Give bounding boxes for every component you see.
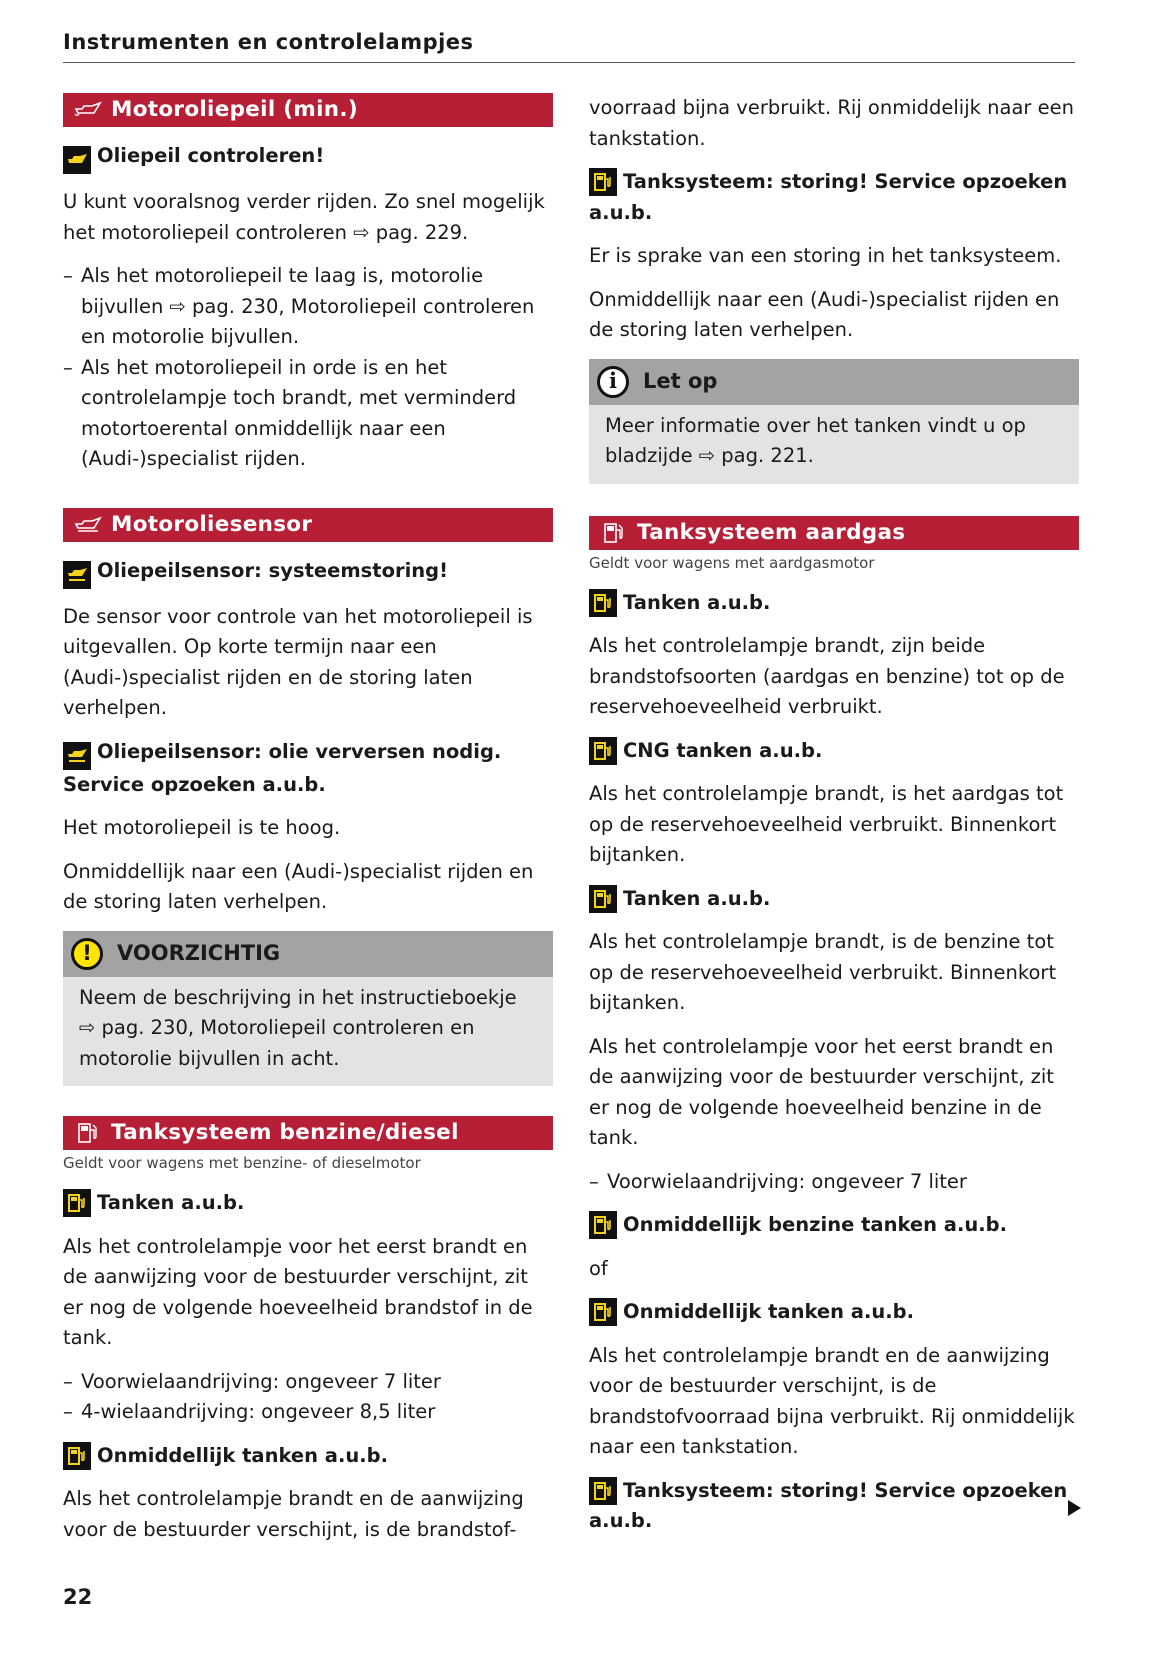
header-rule [63,62,1075,63]
section-motoroliesensor [63,508,553,542]
list [63,1367,553,1428]
list [589,1167,1079,1198]
caution-header [63,931,553,977]
info-icon: i [597,366,629,398]
paragraph: U kunt vooralsnog verder rijden. Zo snel mogelijk het motoroliepeil controleren ⇨ pag. 229. [63,190,545,244]
list-item: – Als het motoroliepeil in orde is en het controlelampje toch brandt, met verminderd motortoerental onmiddellijk naar een (Audi-)specialist rijden. [63,353,553,475]
section-tanksysteem-benzine [63,1116,553,1150]
message-tank-fault: Tanksysteem: storing! Service opzoeken a.u.b. [589,1478,1068,1532]
paragraph: Als het controlelampje voor het eerst brandt en de aanwijzing voor de bestuurder verschijnt, zit er nog de volgende hoeveelheid brandstof in de tank. [63,1234,533,1349]
paragraph: Als het controlelampje voor het eerst brandt en de aanwijzing voor de bestuurder verschijnt, zit er nog de volgende hoeveelheid benzine in de tank. [589,1034,1054,1149]
list-item: – Voorwielaandrijving: ongeveer 7 liter [63,1367,553,1398]
list-item: – Als het motoroliepeil te laag is, motorolie bijvullen ⇨ pag. 230, Motoroliepeil controleren en motorolie bijvullen. [63,261,553,353]
paragraph: voorraad bijna verbruikt. Rij onmiddelijk naar een tankstation. [589,96,1074,150]
section-subtitle: Geldt voor wagens met benzine- of dieselmotor [63,1154,421,1172]
fuel-lamp-icon [63,1189,91,1217]
message-oil-change: Oliepeilsensor: olie verversen nodig. Service opzoeken a.u.b. [63,739,502,796]
fuel-pump-icon [73,1122,103,1144]
message-refuel-now: Onmiddellijk tanken a.u.b. [63,1441,553,1472]
caution-text: Neem de beschrijving in het instructieboekje ⇨ pag. 230, Motoroliepeil controleren en motorolie bijvullen in acht. [79,985,517,1070]
oil-sensor-lamp-icon [63,561,91,589]
fuel-lamp-icon [589,1477,617,1505]
caution-box [63,931,553,1087]
section-motoroliepeil [63,93,553,127]
oil-can-icon [73,99,103,121]
oil-sensor-lamp-icon [63,742,91,770]
message-oil-check: Oliepeil controleren! [63,141,553,174]
section-title: Motoroliepeil (min.) [111,97,359,122]
note-title: Let op [643,369,718,394]
message-refuel: Tanken a.u.b. [589,588,1079,619]
note-header [589,359,1079,405]
paragraph: Het motoroliepeil is te hoog. [63,816,341,839]
oil-lamp-icon [63,146,91,174]
oil-sensor-icon [73,514,103,536]
paragraph-or: of [589,1256,608,1280]
fuel-lamp-icon [589,168,617,196]
paragraph: Als het controlelampje brandt, is het aardgas tot op de reservehoeveelheid verbruikt. Binnenkort bijtanken. [589,782,1064,866]
paragraph: Als het controlelampje brandt en de aanwijzing voor de bestuurder verschijnt, is de brandstof- [63,1487,524,1541]
message-refuel-now: Onmiddellijk tanken a.u.b. [589,1297,1079,1328]
fuel-lamp-icon [63,1442,91,1470]
fuel-lamp-icon [589,737,617,765]
note-box [589,359,1079,484]
section-subtitle: Geldt voor wagens met aardgasmotor [589,553,875,572]
next-page-arrow-icon [1068,1500,1081,1516]
paragraph: Onmiddellijk naar een (Audi-)specialist rijden en de storing laten verhelpen. [63,859,534,913]
message-refuel: Tanken a.u.b. [589,884,1079,915]
list [63,261,553,475]
message-petrol-now: Onmiddellijk benzine tanken a.u.b. [589,1210,1079,1241]
paragraph: Als het controlelampje brandt, zijn beide brandstofsoorten (aardgas en benzine) tot op de reservehoeveelheid verbruikt. [589,634,1065,718]
message-refuel: Tanken a.u.b. [63,1188,553,1219]
fuel-lamp-icon [589,589,617,617]
section-title: Motoroliesensor [111,511,313,537]
page-number: 22 [63,1585,93,1609]
fuel-lamp-icon [589,1298,617,1326]
fuel-lamp-icon [589,885,617,913]
section-title: Tanksysteem aardgas [637,519,906,545]
note-text: Meer informatie over het tanken vindt u op bladzijde ⇨ pag. 221. [605,413,1026,467]
fuel-lamp-icon [589,1211,617,1239]
section-title: Tanksysteem benzine/diesel [111,1120,459,1145]
paragraph: Als het controlelampje brandt en de aanwijzing voor de bestuurder verschijnt, is de brandstofvoorraad bijna verbruikt. Rij onmiddelijk naar een tankstation. [589,1343,1075,1458]
list-item: – Voorwielaandrijving: ongeveer 7 liter [589,1167,1079,1198]
paragraph: Als het controlelampje brandt, is de benzine tot op de reservehoeveelheid verbruikt. Binnenkort bijtanken. [589,930,1057,1014]
paragraph: Onmiddellijk naar een (Audi-)specialist rijden en de storing laten verhelpen. [589,287,1060,341]
right-column [589,93,1079,1550]
message-cng-refuel: CNG tanken a.u.b. [589,736,1079,767]
caution-title: VOORZICHTIG [117,941,281,966]
page-header-title: Instrumenten en controlelampjes [63,30,474,54]
left-column [63,93,553,1558]
list-item: – 4-wielaandrijving: ongeveer 8,5 liter [63,1397,553,1428]
message-sensor-fault: Oliepeilsensor: systeemstoring! [63,556,553,589]
warning-icon: ! [71,938,103,970]
fuel-pump-icon [599,522,629,544]
message-tank-fault: Tanksysteem: storing! Service opzoeken a.u.b. [589,170,1068,224]
paragraph: De sensor voor controle van het motoroliepeil is uitgevallen. Op korte termijn naar een (Audi-)specialist rijden en de storing laten verhelpen. [63,604,533,719]
paragraph: Er is sprake van een storing in het tanksysteem. [589,244,1062,267]
section-tanksysteem-aardgas [589,516,1079,550]
